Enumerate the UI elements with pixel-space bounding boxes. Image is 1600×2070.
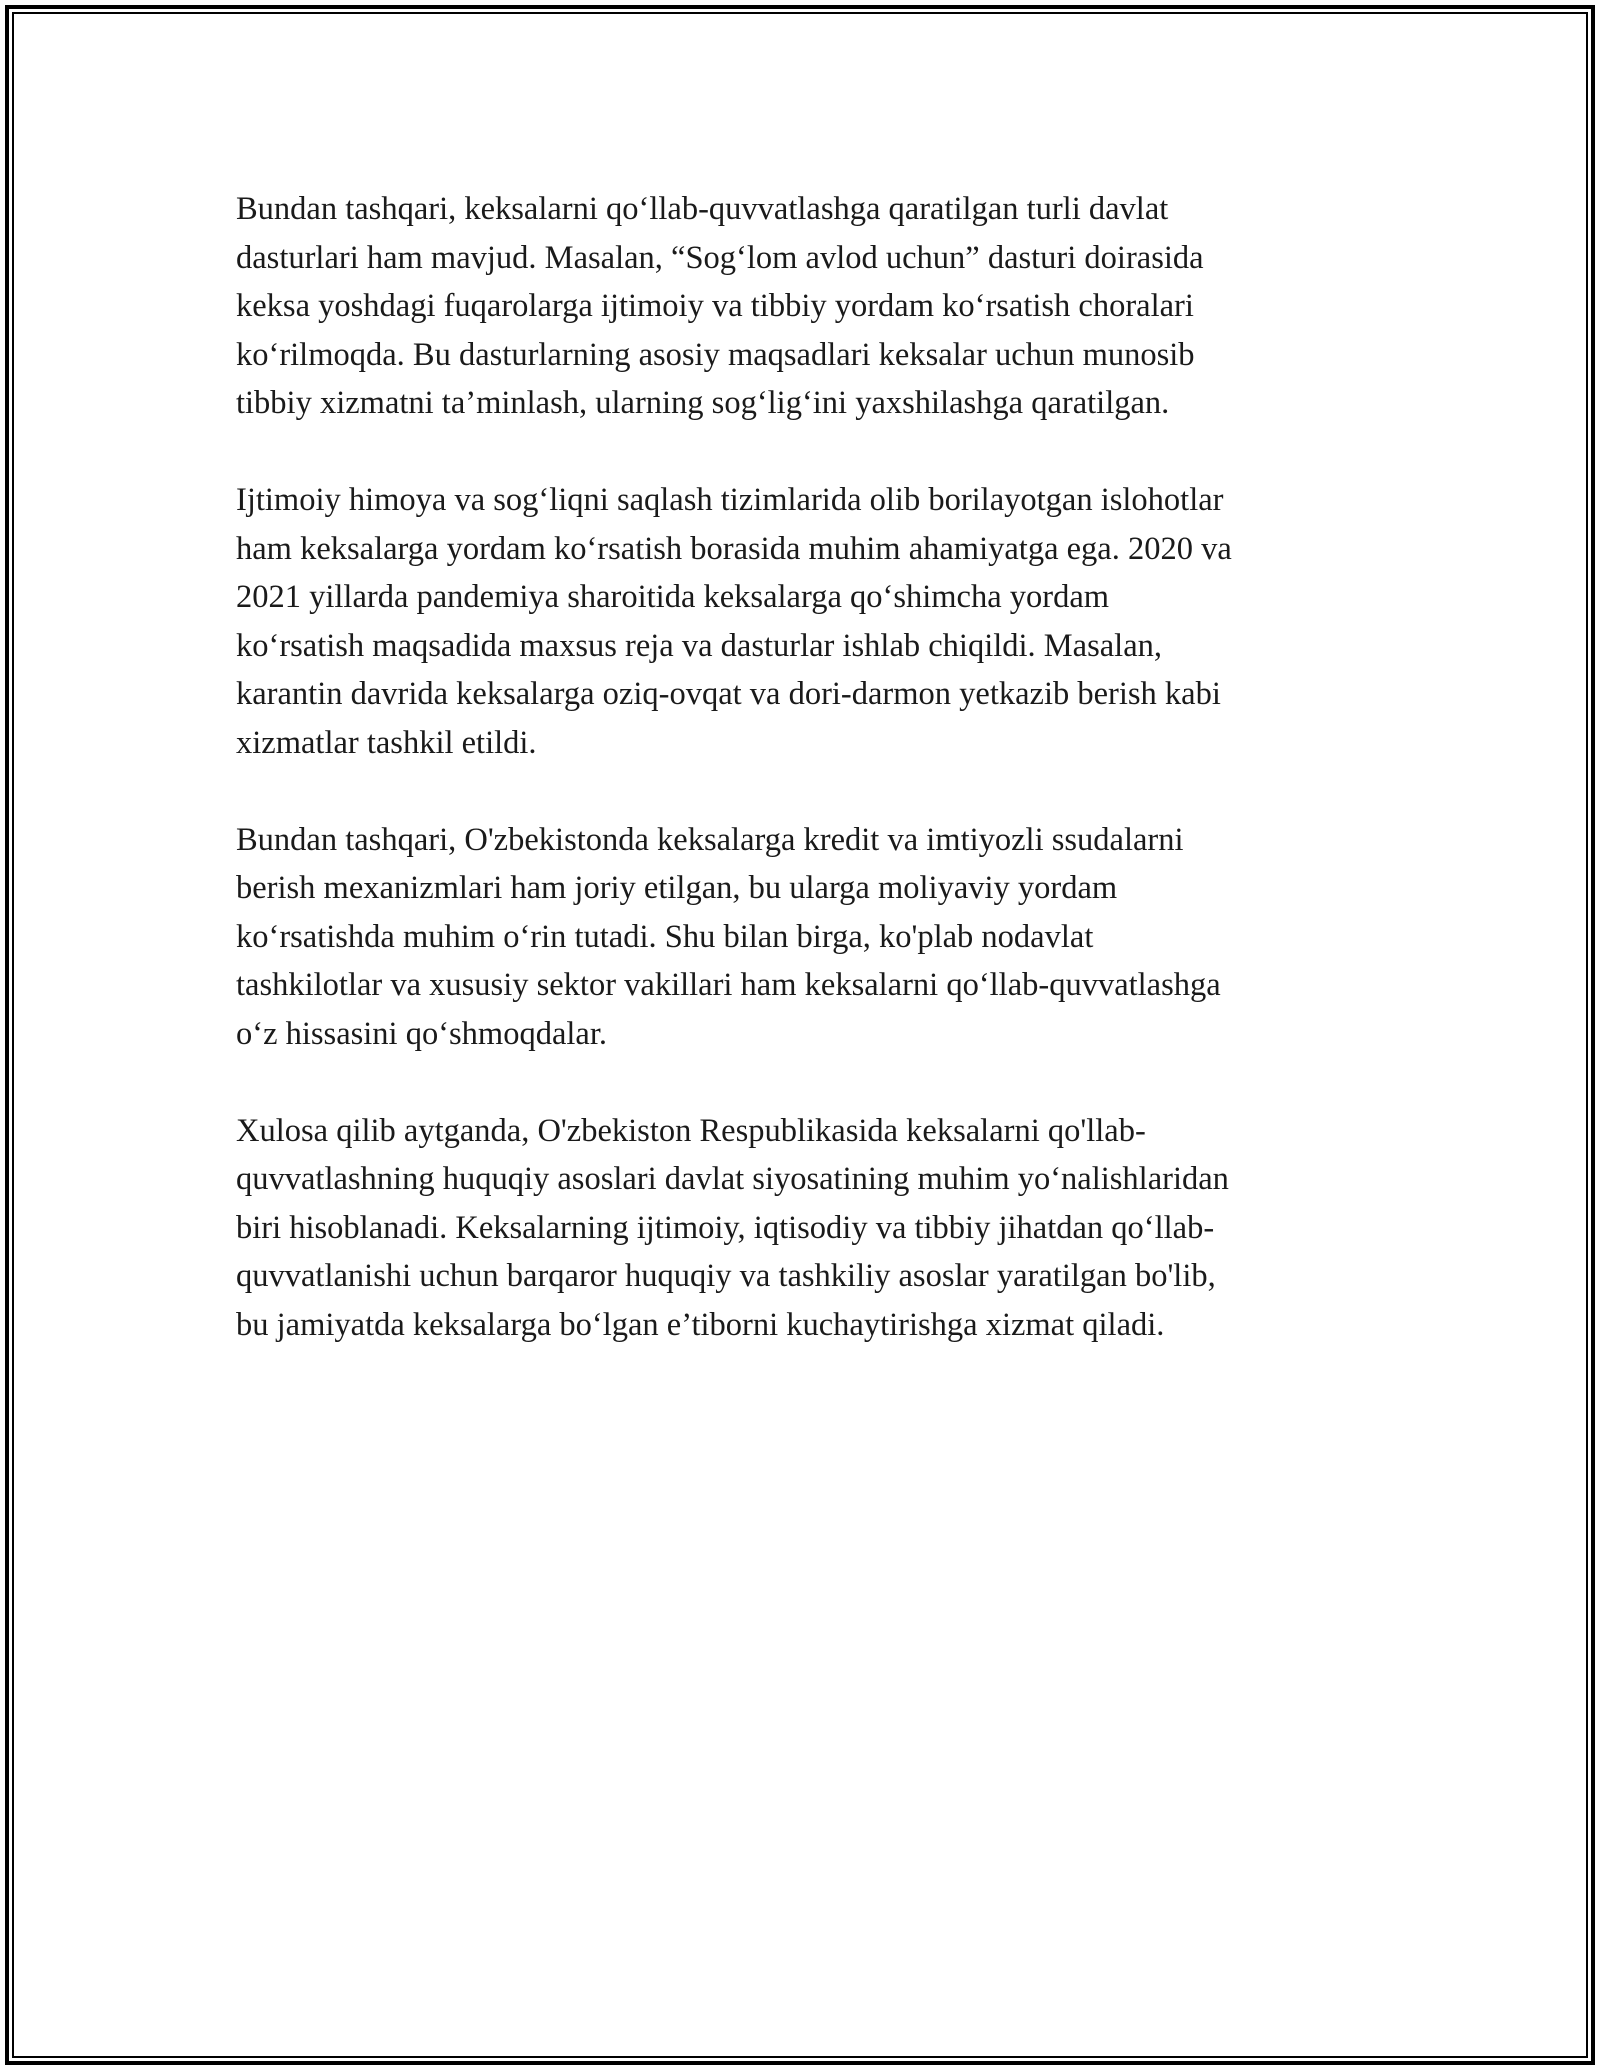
- text-line: xizmatlar tashkil etildi.: [236, 724, 537, 761]
- paragraph-social-protection-reforms: [236, 476, 1376, 767]
- text-line: ko‘rsatish maqsadida maxsus reja va dasturlar ishlab chiqildi. Masalan,: [236, 627, 1163, 664]
- text-line: Bundan tashqari, keksalarni qo‘llab-quvvatlashga qaratilgan turli davlat: [236, 191, 1169, 227]
- text-line: karantin davrida keksalarga oziq-ovqat va dori-darmon yetkazib berish kabi: [236, 676, 1221, 712]
- document-body: [236, 185, 1376, 1398]
- text-line: keksa yoshdagi fuqarolarga ijtimoiy va tibbiy yordam ko‘rsatish choralari: [236, 288, 1194, 324]
- text-line: ham keksalarga yordam ko‘rsatish borasida muhim ahamiyatga ega. 2020 va: [236, 530, 1232, 567]
- paragraph-credit-mechanisms: [236, 816, 1376, 1059]
- text-line: quvvatlanishi uchun barqaror huquqiy va tashkiliy asoslar yaratilgan bo'lib,: [236, 1258, 1216, 1294]
- paragraph-support-programs: [236, 185, 1376, 428]
- text-line: bu jamiyatda keksalarga bo‘lgan e’tiborni kuchaytirishga xizmat qiladi.: [236, 1306, 1165, 1343]
- text-line: Xulosa qilib aytganda, O'zbekiston Respublikasida keksalarni qo'llab-: [236, 1112, 1146, 1149]
- text-line: ko‘rsatishda muhim o‘rin tutadi. Shu bilan birga, ko'plab nodavlat: [236, 918, 1094, 955]
- text-line: Bundan tashqari, O'zbekistonda keksalarga kredit va imtiyozli ssudalarni: [236, 821, 1184, 858]
- text-line: 2021 yillarda pandemiya sharoitida keksalarga qo‘shimcha yordam: [236, 579, 1110, 615]
- text-line: Ijtimoiy himoya va sog‘liqni saqlash tizimlarida olib borilayotgan islohotlar: [236, 482, 1224, 518]
- text-line: quvvatlashning huquqiy asoslari davlat siyosatining muhim yo‘nalishlaridan: [236, 1161, 1229, 1197]
- text-line: berish mexanizmlari ham joriy etilgan, bu ularga moliyaviy yordam: [236, 870, 1118, 906]
- paragraph-conclusion: [236, 1107, 1376, 1350]
- text-line: tibbiy xizmatni ta’minlash, ularning sog‘lig‘ini yaxshilashga qaratilgan.: [236, 385, 1170, 421]
- text-line: tashkilotlar va xususiy sektor vakillari ham keksalarni qo‘llab-quvvatlashga: [236, 967, 1221, 1003]
- text-line: o‘z hissasini qo‘shmoqdalar.: [236, 1015, 607, 1052]
- text-line: dasturlari ham mavjud. Masalan, “Sog‘lom avlod uchun” dasturi doirasida: [236, 239, 1204, 276]
- text-line: biri hisoblanadi. Keksalarning ijtimoiy, iqtisodiy va tibbiy jihatdan qo‘llab-: [236, 1209, 1215, 1246]
- text-line: ko‘rilmoqda. Bu dasturlarning asosiy maqsadlari keksalar uchun munosib: [236, 336, 1195, 373]
